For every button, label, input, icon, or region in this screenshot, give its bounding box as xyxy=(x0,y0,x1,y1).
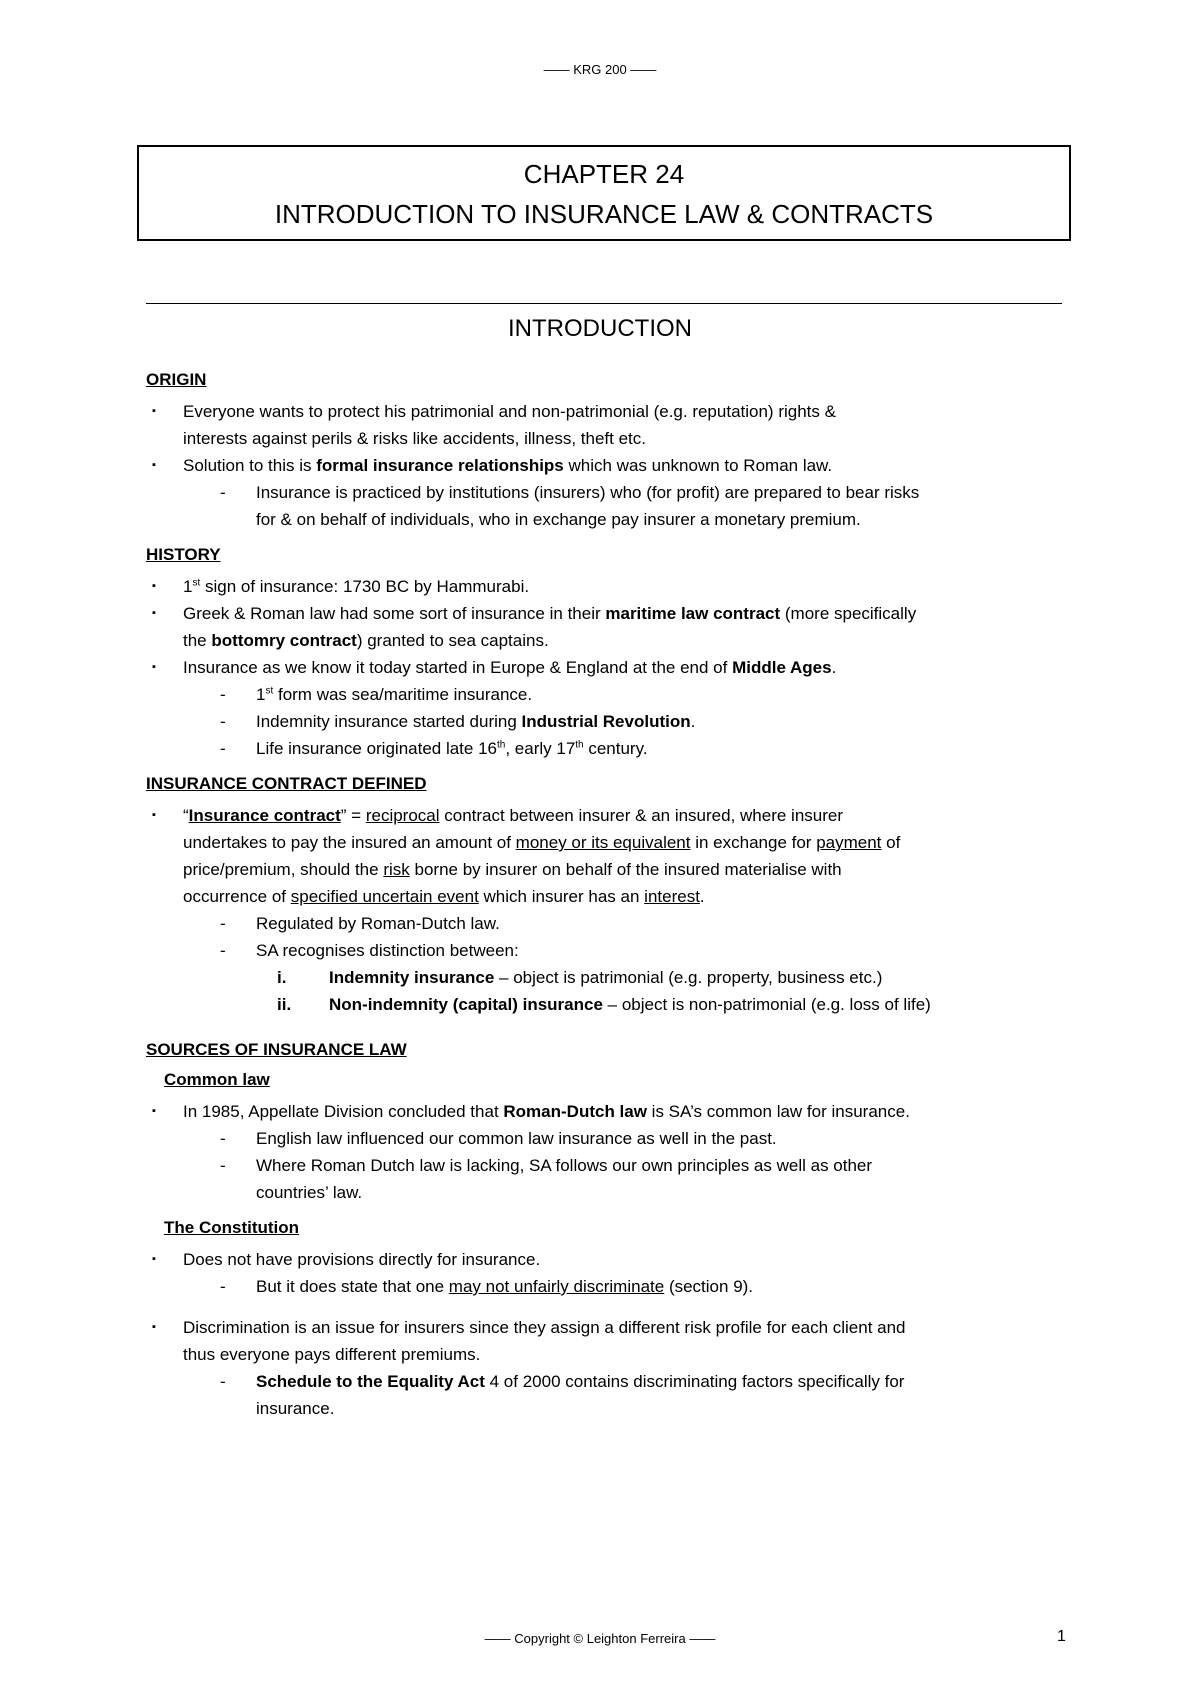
section-title: INTRODUCTION xyxy=(508,315,692,342)
sub-list-item-continuation: countries’ law. xyxy=(256,1183,363,1202)
bullet-icon: ▪ xyxy=(152,1253,156,1265)
dash-marker: - xyxy=(220,1156,226,1175)
list-item-continuation: occurrence of specified uncertain event which insurer has an interest. xyxy=(183,887,705,906)
list-item: ▪ Solution to this is formal insurance relationships which was unknown to Roman law. xyxy=(146,452,1066,479)
list-item-continuation: the bottomry contract) granted to sea captains. xyxy=(183,631,549,650)
list-item: ▪ Insurance as we know it today started in Europe & England at the end of Middle Ages. xyxy=(146,654,1066,681)
running-header: —— KRG 200 —— xyxy=(543,62,657,77)
sub-list-item-continuation: insurance. xyxy=(256,1399,335,1418)
bullet-icon: ▪ xyxy=(152,580,156,592)
dash-marker: - xyxy=(220,914,226,933)
sub-list-item: - 1st form was sea/maritime insurance. xyxy=(146,681,1066,708)
list-item-continuation: thus everyone pays different premiums. xyxy=(183,1345,481,1364)
list-item: ▪ Does not have provisions directly for insurance. xyxy=(146,1246,1066,1273)
document-body xyxy=(146,368,1066,1422)
bullet-icon: ▪ xyxy=(152,1321,156,1333)
list-item-continuation: price/premium, should the risk borne by insurer on behalf of the insured materialise with xyxy=(183,860,842,879)
bullet-icon: ▪ xyxy=(152,1105,156,1117)
chapter-number: CHAPTER 24 xyxy=(523,159,685,189)
sub-list-item: - Life insurance originated late 16th, early 17th century. xyxy=(146,735,1066,762)
chapter-title-box xyxy=(137,145,1071,241)
numbered-item: ii. Non-indemnity (capital) insurance – object is non-patrimonial (e.g. loss of life) xyxy=(146,991,1066,1018)
list-item-continuation: interests against perils & risks like accidents, illness, theft etc. xyxy=(183,429,646,448)
list-item: ▪ In 1985, Appellate Division concluded that Roman-Dutch law is SA’s common law for insurance. xyxy=(146,1098,1066,1125)
bullet-icon: ▪ xyxy=(152,809,156,821)
bullet-icon: ▪ xyxy=(152,661,156,673)
dash-marker: - xyxy=(220,712,226,731)
sub-list-item: - Schedule to the Equality Act 4 of 2000 contains discriminating factors specifically for xyxy=(146,1368,1066,1395)
history-heading: HISTORY xyxy=(146,545,221,564)
origin-heading: ORIGIN xyxy=(146,370,207,389)
chapter-title: INTRODUCTION TO INSURANCE LAW & CONTRACTS xyxy=(274,199,934,229)
dash-marker: - xyxy=(220,1372,226,1391)
dash-marker: - xyxy=(220,941,226,960)
dash-marker: - xyxy=(220,483,226,502)
sub-list-item: - Indemnity insurance started during Industrial Revolution. xyxy=(146,708,1066,735)
bullet-icon: ▪ xyxy=(152,459,156,471)
dash-marker: - xyxy=(220,739,226,758)
sub-list-item: - But it does state that one may not unfairly discriminate (section 9). xyxy=(146,1273,1066,1300)
numbered-item: i. Indemnity insurance – object is patrimonial (e.g. property, business etc.) xyxy=(146,964,1066,991)
list-item: ▪ Discrimination is an issue for insurers since they assign a different risk profile for each client and xyxy=(146,1314,1066,1341)
bullet-icon: ▪ xyxy=(152,405,156,417)
dash-marker: - xyxy=(220,685,226,704)
dash-marker: - xyxy=(220,1277,226,1296)
sub-list-item: - Regulated by Roman-Dutch law. xyxy=(146,910,1066,937)
constitution-heading: The Constitution xyxy=(164,1218,300,1237)
sources-heading: SOURCES OF INSURANCE LAW xyxy=(146,1040,407,1059)
common-law-heading: Common law xyxy=(164,1070,270,1089)
list-item: ▪ 1st sign of insurance: 1730 BC by Hammurabi. xyxy=(146,573,1066,600)
copyright-footer: —— Copyright © Leighton Ferreira —— xyxy=(484,1631,716,1646)
sub-list-item: - Where Roman Dutch law is lacking, SA follows our own principles as well as other xyxy=(146,1152,1066,1179)
sub-list-item: - English law influenced our common law insurance as well in the past. xyxy=(146,1125,1066,1152)
list-item: ▪ Everyone wants to protect his patrimonial and non-patrimonial (e.g. reputation) rights & xyxy=(146,398,1066,425)
section-divider xyxy=(146,303,1062,304)
contract-heading: INSURANCE CONTRACT DEFINED xyxy=(146,774,427,793)
list-item: ▪ Greek & Roman law had some sort of insurance in their maritime law contract (more specifically xyxy=(146,600,1066,627)
sub-list-item: - SA recognises distinction between: xyxy=(146,937,1066,964)
roman-numeral: i. xyxy=(277,968,287,987)
sub-list-item: - Insurance is practiced by institutions (insurers) who (for profit) are prepared to bear risks xyxy=(146,479,1066,506)
dash-marker: - xyxy=(220,1129,226,1148)
bullet-icon: ▪ xyxy=(152,607,156,619)
roman-numeral: ii. xyxy=(277,995,292,1014)
page-number: 1 xyxy=(1057,1628,1066,1645)
sub-list-item-continuation: for & on behalf of individuals, who in exchange pay insurer a monetary premium. xyxy=(256,510,861,529)
list-item: ▪ “Insurance contract” = reciprocal contract between insurer & an insured, where insurer xyxy=(146,802,1066,829)
list-item-continuation: undertakes to pay the insured an amount of money or its equivalent in exchange for payment of xyxy=(183,833,901,852)
